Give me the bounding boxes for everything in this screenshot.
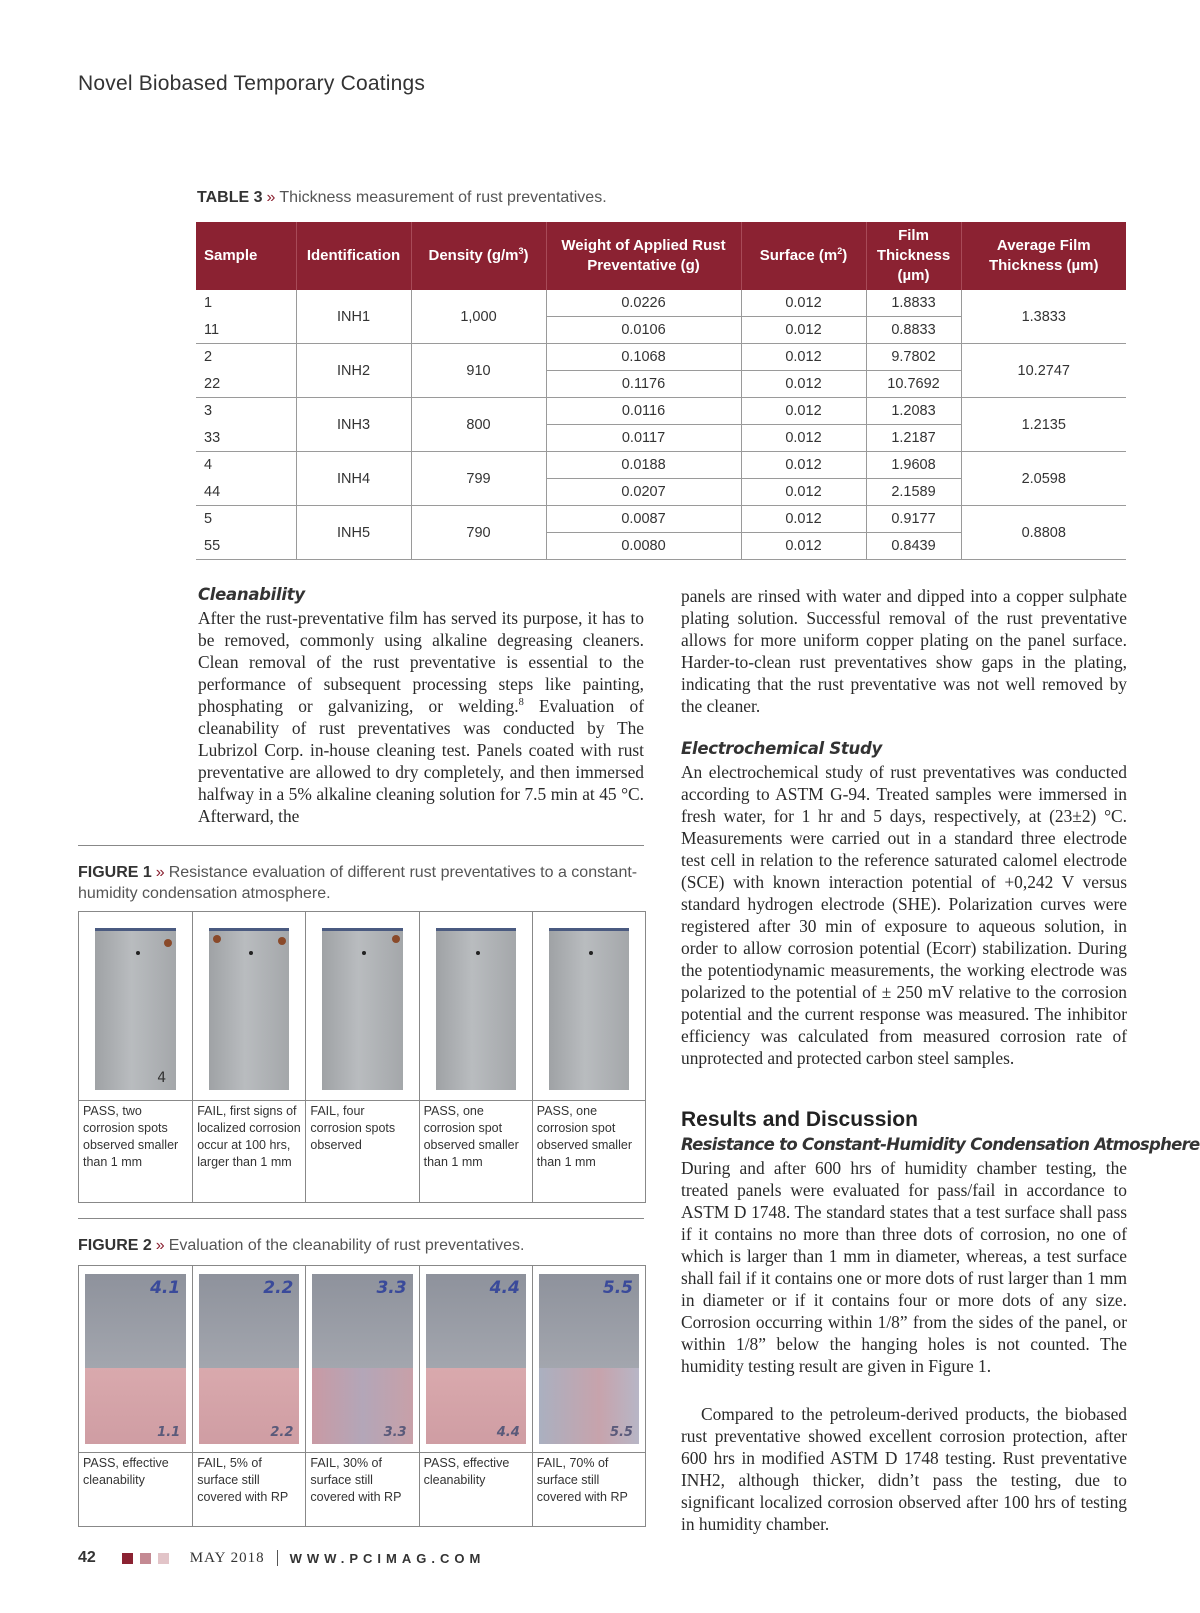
- figure2-cell: [192, 1266, 305, 1526]
- figure2-result-text: PASS, effective cleanability: [423, 1456, 510, 1487]
- cell-identification: INH2: [296, 344, 411, 398]
- figure1-grid: [78, 911, 646, 1203]
- cell-density: 790: [411, 506, 546, 560]
- cell-film: 0.8439: [866, 533, 961, 560]
- cell-average: 1.2135: [961, 398, 1126, 452]
- figure2-cell: [79, 1266, 192, 1526]
- cell-sample: 11: [196, 317, 296, 344]
- cell-average: 2.0598: [961, 452, 1126, 506]
- results-paragraph-2: Compared to the petroleum-derived products, the biobased rust preventative showed excellent corrosion protection, after 600 hrs in modified ASTM D 1748 testing. Rust preventative INH2, although thicker, didn’t pass the testing, due to significant localized corrosion observed after 100 hrs of testing in humidity chamber.: [681, 1404, 1127, 1534]
- cell-sample: 5: [204, 511, 213, 528]
- cell-film: 0.8833: [866, 317, 961, 344]
- figure1-panel-photo: [420, 912, 532, 1101]
- cell-weight: 0.0226: [546, 290, 741, 317]
- table-title: Thickness measurement of rust preventatives.: [279, 189, 607, 206]
- cell-sample: 22: [196, 371, 296, 398]
- table-row: [196, 398, 1126, 425]
- cell-weight: 0.0207: [546, 479, 741, 506]
- figure2-panel-photo: 2.2 2.2: [193, 1266, 305, 1453]
- figure2-cell: [532, 1266, 645, 1526]
- cleanability-paragraph: After the rust-preventative film has served its purpose, it has to be removed, commonly using alkaline degreasing cleaners. Clean removal of the rust preventative is essential to the performance of subsequent processing steps like painting, phosphating or galvanizing, or welding.$^8$ Evaluation of cleanability of rust preventatives was conducted by The Lubrizol Corp. in-house cleaning test. Panels coated with rust preventative are allowed to dry completely, and then immersed halfway in a 5% alkaline cleaning solution for 7.5 min at 45 °C. Afterward, the: [198, 608, 644, 826]
- cell-identification: INH4: [296, 452, 411, 506]
- cell-sample: 1: [204, 295, 213, 312]
- cell-weight: 0.1176: [546, 371, 741, 398]
- cell-average: 1.3833: [961, 290, 1126, 344]
- caption-arrow: »: [266, 189, 276, 206]
- cleanability-heading: Cleanability: [198, 585, 305, 604]
- cell-film: 1.8833: [866, 290, 961, 317]
- page-number: 42: [78, 1549, 96, 1566]
- header-weight: Weight of Applied Rust Preventative (g): [546, 222, 741, 290]
- figure1-cell: [419, 912, 532, 1202]
- header-film-thickness: Film Thickness (µm): [866, 222, 961, 290]
- cell-sample: 44: [196, 479, 296, 506]
- footer-date: MAY 2018: [189, 1549, 265, 1566]
- figure1-panel-photo: [306, 912, 418, 1101]
- figure1-cell: [532, 912, 645, 1202]
- cell-surface: 0.012: [741, 317, 866, 344]
- results-paragraph-1: During and after 600 hrs of humidity chamber testing, the treated panels were evaluated for pass/fail in accordance to ASTM D 1748. The standard states that a test surface shall pass if it contains no more than three dots of corrosion, no one of which is larger than 1 mm in diameter, whereas, a test surface shall fail if it contains one or more dots of rust larger than 1 mm in diameter or if it contains four or more dots of any size. Corrosion occurring within 1/8” from the sides of the panel, or within 1/8” below the hanging holes is not counted. The humidity testing result are given in Figure 1.: [681, 1158, 1127, 1376]
- figure1-panel-photo: [533, 912, 645, 1101]
- figure1-top-rule: [78, 845, 644, 846]
- results-subheading: Resistance to Constant-Humidity Condensation Atmosphere: [681, 1135, 1200, 1154]
- figure1-label: FIGURE 1: [78, 864, 152, 881]
- figure1-cell: [79, 912, 192, 1202]
- cell-surface: 0.012: [741, 290, 866, 317]
- cell-film: 1.2187: [866, 425, 961, 452]
- cell-density: 800: [411, 398, 546, 452]
- cell-surface: 0.012: [741, 533, 866, 560]
- footer-square-icon: [158, 1553, 169, 1564]
- figure1-result-text: PASS, one corrosion spot observed smaller than 1 mm: [536, 1104, 632, 1169]
- cell-average: 0.8808: [961, 506, 1126, 560]
- electrochemical-paragraph: An electrochemical study of rust preventatives was conducted according to ASTM G-94. Treated samples were immersed in fresh water, for 1 hr and 5 days, respectively, at (23±2) °C. Measurements were carried out in a standard three electrode test cell in relation to the reference saturated calomel electrode (SCE) with known interaction potential of +0,242 V versus standard hydrogen electrode (SHE). Polarization curves were registered after 30 min of exposure to aqueous solution, in order to allow corrosion potential (Ecorr) stabilization. During the potentiodynamic measurements, the working electrode was polarized to the potential of ± 250 mV relative to the corrosion potential and the current response was measured. The inhibitor efficiency was calculated from measured corrosion rate of unprotected and protected carbon steel samples.: [681, 762, 1127, 1068]
- running-head: Novel Biobased Temporary Coatings: [78, 72, 426, 95]
- table-header-row: [196, 222, 1126, 290]
- cell-film: 1.9608: [866, 452, 961, 479]
- cell-film: 9.7802: [866, 344, 961, 371]
- cell-surface: 0.012: [741, 344, 866, 371]
- figure1-result-text: PASS, one corrosion spot observed smaller than 1 mm: [423, 1104, 519, 1169]
- cell-film: 0.9177: [866, 506, 961, 533]
- cell-film: 1.2083: [866, 398, 961, 425]
- footer-square-icon: [122, 1553, 133, 1564]
- figure2-result-text: FAIL, 5% of surface still covered with RP: [197, 1456, 289, 1504]
- footer-divider: [277, 1550, 278, 1566]
- cell-average: 10.2747: [961, 344, 1126, 398]
- cell-surface: 0.012: [741, 371, 866, 398]
- table-row: [196, 506, 1126, 533]
- caption-arrow: »: [155, 864, 165, 881]
- table-row: [196, 452, 1126, 479]
- cell-sample: 33: [196, 425, 296, 452]
- figure2-label: FIGURE 2: [78, 1237, 152, 1254]
- cell-weight: 0.0117: [546, 425, 741, 452]
- cell-weight: 0.1068: [546, 344, 741, 371]
- cell-identification: INH1: [296, 290, 411, 344]
- cell-surface: 0.012: [741, 479, 866, 506]
- figure2-caption: [78, 1235, 644, 1256]
- figure2-panel-photo: 4.4 4.4: [420, 1266, 532, 1453]
- figure1-panel-photo: [193, 912, 305, 1101]
- figure2-panel-photo: 5.5 5.5: [533, 1266, 645, 1453]
- footer-url[interactable]: WWW.PCIMAG.COM: [289, 1550, 486, 1566]
- caption-arrow: »: [155, 1237, 165, 1254]
- figure1-panel-photo: 4: [79, 912, 192, 1101]
- figure1-result-text: FAIL, first signs of localized corrosion occur at 100 hrs, larger than 1 mm: [197, 1104, 301, 1169]
- page-footer: [78, 1549, 485, 1567]
- figure2-top-rule: [78, 1218, 644, 1219]
- figure2-result-text: FAIL, 30% of surface still covered with RP: [310, 1456, 402, 1504]
- table-label: TABLE 3: [197, 189, 263, 206]
- cell-film: 10.7692: [866, 371, 961, 398]
- header-identification: Identification: [296, 222, 411, 290]
- table-row: [196, 344, 1126, 371]
- figure1-result-text: FAIL, four corrosion spots observed: [310, 1104, 396, 1152]
- cell-surface: 0.012: [741, 398, 866, 425]
- table-row: [196, 290, 1126, 317]
- cell-weight: 0.0116: [546, 398, 741, 425]
- results-heading: Results and Discussion: [681, 1108, 918, 1131]
- cell-surface: 0.012: [741, 506, 866, 533]
- cell-weight: 0.0080: [546, 533, 741, 560]
- cell-surface: 0.012: [741, 425, 866, 452]
- cell-density: 1,000: [411, 290, 546, 344]
- cell-sample: 4: [204, 457, 213, 474]
- cell-weight: 0.0106: [546, 317, 741, 344]
- figure2-grid: [78, 1265, 646, 1527]
- electrochemical-heading: Electrochemical Study: [681, 739, 882, 758]
- figure2-result-text: PASS, effective cleanability: [83, 1456, 169, 1487]
- cell-density: 910: [411, 344, 546, 398]
- table-caption: [197, 189, 607, 207]
- header-average-thickness: Average Film Thickness (µm): [961, 222, 1126, 290]
- figure2-result-text: FAIL, 70% of surface still covered with RP: [536, 1456, 628, 1504]
- figure1-caption: [78, 862, 644, 904]
- cell-surface: 0.012: [741, 452, 866, 479]
- figure2-panel-photo: 4.1 1.1: [79, 1266, 192, 1453]
- figure1-cell: [305, 912, 418, 1202]
- cell-sample: 55: [196, 533, 296, 560]
- cell-weight: 0.0087: [546, 506, 741, 533]
- cleanability-continued: panels are rinsed with water and dipped into a copper sulphate plating solution. Successful removal of the rust preventative allows for more uniform copper plating on the panel surface. Harder-to-clean rust preventatives show gaps in the plating, indicating that the rust preventative was not well removed by the cleaner.: [681, 586, 1127, 716]
- cell-identification: INH3: [296, 398, 411, 452]
- cell-sample: 2: [204, 349, 213, 366]
- cell-film: 2.1589: [866, 479, 961, 506]
- thickness-table: [196, 222, 1126, 560]
- header-surface: Surface $(m^2)$: [741, 222, 866, 290]
- cell-identification: INH5: [296, 506, 411, 560]
- figure2-panel-photo: 3.3 3.3: [306, 1266, 418, 1453]
- figure1-title: Resistance evaluation of different rust preventatives to a constant-humidity condensation atmosphere.: [78, 864, 638, 902]
- cell-weight: 0.0188: [546, 452, 741, 479]
- header-sample: Sample: [196, 222, 296, 290]
- figure2-cell: [419, 1266, 532, 1526]
- cell-density: 799: [411, 452, 546, 506]
- header-density: Density $(g/m^3)$: [411, 222, 546, 290]
- figure2-title: Evaluation of the cleanability of rust preventatives.: [168, 1237, 525, 1254]
- figure2-cell: [305, 1266, 418, 1526]
- cell-sample: 3: [204, 403, 213, 420]
- footer-square-icon: [140, 1553, 151, 1564]
- figure1-result-text: PASS, two corrosion spots observed smaller than 1 mm: [83, 1104, 179, 1169]
- figure1-cell: [192, 912, 305, 1202]
